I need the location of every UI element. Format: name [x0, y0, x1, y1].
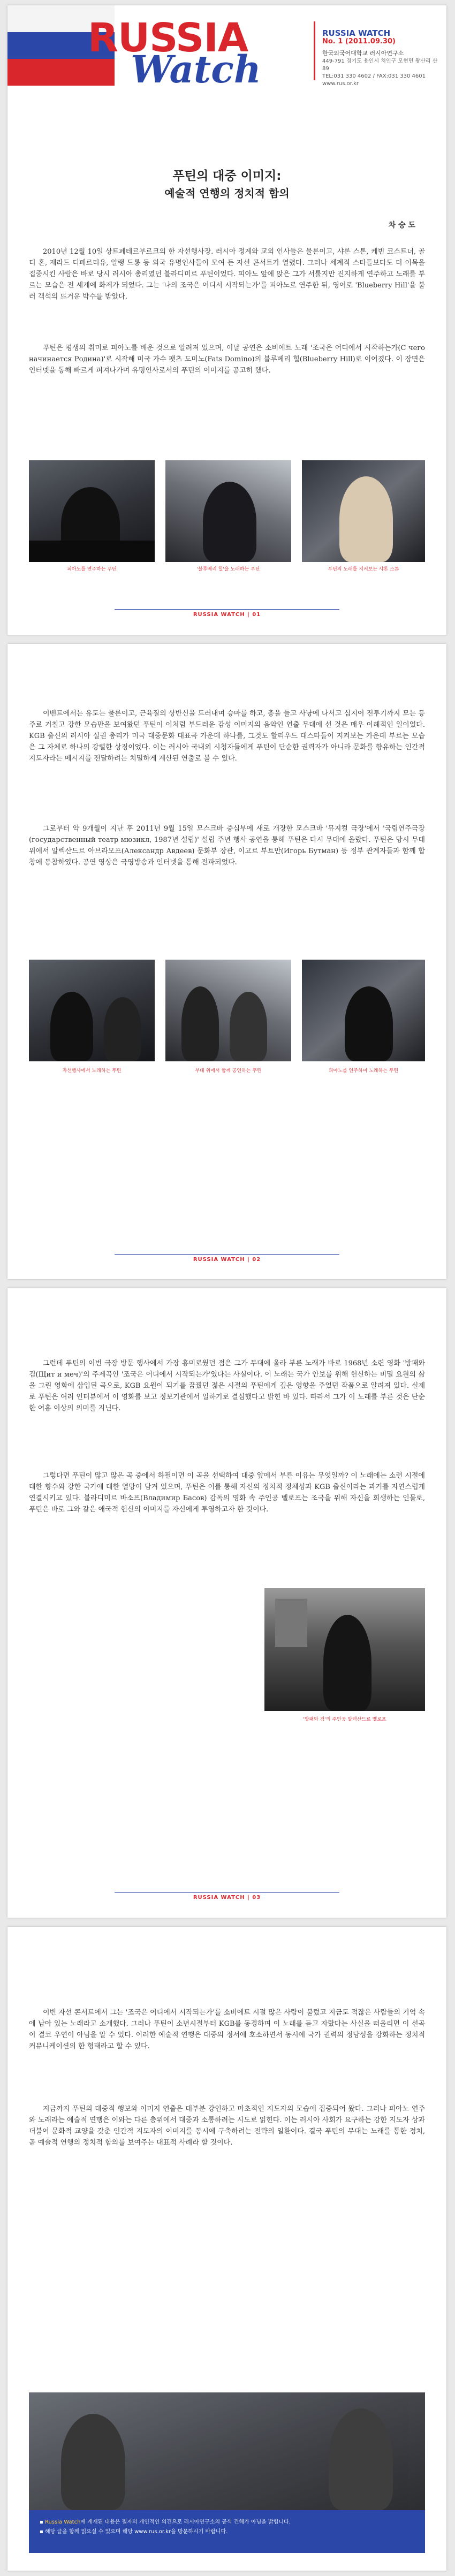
photo-putin-piano-2 — [302, 960, 425, 1061]
page-number: RUSSIA WATCH | 03 — [193, 1895, 261, 1901]
page-4 — [7, 1927, 446, 2571]
photo-caption: '방패와 검'의 주인공 알렉산드르 벨로프 — [303, 1717, 386, 1722]
photo-caption: '블루베리 힐'을 노래하는 푸틴 — [196, 567, 260, 572]
photo-stage-performance — [165, 960, 291, 1061]
disclaimer-box — [29, 2510, 425, 2553]
disclaimer-text: 에 게재된 내용은 필자의 개인적인 의견으로 러시아연구소의 공식 견해가 아님을 밝힙니다. — [80, 2519, 291, 2525]
disclaimer-line: ▪ Russia Watch에 게재된 내용은 필자의 개인적인 의견으로 러시아연구소의 공식 견해가 아님을 밝힙니다. — [40, 2519, 291, 2525]
photo-banner-background — [29, 2392, 425, 2510]
page-rule — [115, 1892, 339, 1893]
disclaimer-highlight: Russia Watch — [44, 2519, 81, 2525]
photo-caption: 무대 위에서 함께 공연하는 푸틴 — [195, 1068, 262, 1074]
photo-caption: 푸틴의 노래를 지켜보는 샤론 스톤 — [328, 567, 399, 572]
page-rule — [115, 1254, 339, 1255]
organization-name: 한국외국어대학교 러시아연구소 — [322, 50, 404, 57]
page-number: RUSSIA WATCH | 02 — [193, 1257, 261, 1263]
logo-watch: Watch — [131, 47, 261, 92]
masthead-divider — [314, 21, 315, 80]
publication-title: RUSSIA WATCH — [322, 28, 391, 38]
paragraph: 그런데 푸틴의 이번 극장 방문 행사에서 가장 흥미로웠던 점은 그가 무대에 올라 부른 노래가 바로 1968년 소련 영화 '방패와 검(Щит и меч)'의 주제곡인 '조국은 어디에서 시작되는가'였다는 사실이다. 이 노래는 국가 안보를 위해 헌신하는 비밀 요원의 삶을 그린 영화에 삽입된 곡으로, KGB 요원이 되기를 꿈꿨던 젊은 시절의 푸틴에게 깊은 영향을 주었던 작품으로 알려져 있다. 실제로 푸틴은 여러 인터뷰에서 이 영화를 보고 정보기관에서 일하기로 결심했다고 밝힌 바 있다. 따라서 그가 이 노래를 부른 것은 단순한 여흥 이상의 의미를 지닌다. — [29, 1359, 425, 1412]
photo-caption: 피아노를 연주하며 노래하는 푸틴 — [328, 1068, 399, 1074]
photo-caption: 피아노를 연주하는 푸틴 — [67, 567, 117, 572]
masthead — [7, 5, 446, 92]
paragraph: 지금까지 푸틴의 대중적 행보와 이미지 연출은 대부분 강인하고 마초적인 지도자의 모습에 집중되어 왔다. 그러나 피아노 연주와 노래라는 예술적 연행은 이와는 다른 층위에서 대중과 소통하려는 시도로 읽힌다. 이는 러시아 사회가 요구하는 강한 지도자 상과 더불어 문화적 교양을 갖춘 인간적 지도자의 이미지를 동시에 구축하려는 전략의 일환이다. 결국 푸틴의 무대는 노래를 통한 정치, 곧 예술적 연행의 정치적 함의를 보여주는 대표적 사례라 할 것이다. — [29, 2105, 425, 2147]
issue-number: No. 1 (2011.09.30) — [322, 37, 396, 45]
article-title: 푸틴의 대중 이미지: — [172, 169, 282, 183]
article-subtitle: 예술적 연행의 정치적 함의 — [164, 187, 290, 200]
page-1 — [7, 5, 446, 635]
photo-caption: 자선행사에서 노래하는 푸틴 — [62, 1068, 122, 1074]
photo-putin-piano — [29, 460, 155, 562]
photo-film-still — [264, 1588, 425, 1711]
photo-charity-event — [29, 960, 155, 1061]
organization-contact: TEL:031 330 4602 / FAX:031 330 4601 — [322, 73, 426, 79]
page-2 — [7, 644, 446, 1279]
disclaimer-line: ▪ 해당 글을 함께 읽으실 수 있으며 해당 www.rus.or.kr을 방문하시기 바랍니다. — [40, 2529, 228, 2535]
photo-sharon-stone — [302, 460, 425, 562]
disclaimer-text: 해당 글을 함께 읽으실 수 있으며 해당 www.rus.or.kr을 방문하시기 바랍니다. — [44, 2529, 228, 2535]
paragraph: 2010년 12월 10일 상트페테르부르크의 한 자선행사장. 러시아 정계와 교외 인사들은 물론이고, 샤론 스톤, 케빈 코스트너, 골디 혼, 제라드 디페르티유, 알랭 드롱 등 외국 유명인사들이 모여 든 자선 콘서트가 열렸다. 그러나 세계적 스타들보다도 더 이목을 집중시킨 사람은 바로 당시 러시아 총리였던 블라디미르 푸틴이었다. 피아노 앞에 앉은 그가 서툴지만 진지하게 연주하고 노래를 부르는 모습은 전 세계에 화제가 되었다. 그는 '나의 조국은 어디서 시작되는가'를 피아노로 연주한 뒤, 영어로 'Blueberry Hill'을 불러 객석의 뜨거운 박수를 받았다. — [29, 248, 425, 301]
paragraph: 그로부터 약 9개월이 지난 후 2011년 9월 15일 모스크바 중심부에 새로 개장한 모스크바 '뮤지컬 극장'에서 '국립연주극장(государственный театр мюзикл, 1987년 설립)' 설립 주년 행사 공연을 통해 푸틴은 다시 무대에 올랐다. 푸틴은 당시 무대 위에서 알렉산드르 아브라모프(Александр Авдеев) 문화부 장관, 이고르 부트만(Игорь Бутман) 등 정부 관계자들과 함께 합창에 동참하였다. 공연 영상은 국영방송과 인터넷을 통해 전파되었다. — [29, 825, 425, 867]
paragraph: 그렇다면 푸틴이 많고 많은 곡 중에서 하필이면 이 곡을 선택하여 대중 앞에서 부른 이유는 무엇일까? 이 노래에는 소련 시절에 대한 향수와 강한 국가에 대한 열망이 담겨 있으며, 푸틴은 이를 통해 자신의 정치적 정체성과 KGB 출신이라는 과거를 자연스럽게 연결시키고 있다. 블라디미르 바소프(Владимир Басов) 감독의 영화 속 주인공 벨로프는 조국을 위해 자신을 희생하는 인물로, 푸틴은 바로 그와 같은 애국적 헌신의 이미지를 자신에게 투영하고자 한 것이다. — [29, 1472, 425, 1514]
logo-russia: RUSSIA — [88, 15, 248, 61]
paragraph: 푸틴은 평생의 취미로 피아노를 배운 것으로 알려져 있으며, 이날 공연은 소비에트 노래 '조국은 어디에서 시작하는가(С чего начинается Родина)'로 시작해 미국 가수 팻츠 도미노(Fats Domino)의 블루베리 힐(Blueberry Hill)로 이어졌다. 이 장면은 인터넷을 통해 빠르게 퍼져나가며 유명인사로서의 푸틴의 이미지를 공고히 했다. — [29, 344, 425, 375]
page-3 — [7, 1288, 446, 1918]
page-number: RUSSIA WATCH | 01 — [193, 612, 261, 618]
organization-website[interactable]: www.rus.or.kr — [322, 81, 359, 87]
paragraph: 이번 자선 콘서트에서 그는 '조국은 어디에서 시작되는가'를 소비에트 시절 많은 사람이 불렀고 지금도 적잖은 사람들의 기억 속에 남아 있는 노래라고 소개했다. 그러나 푸틴이 소년시절부터 KGB를 동경하며 이 노래를 듣고 자랐다는 사실을 떠올리면 이 선곡이 결코 우연이 아님을 알 수 있다. 이러한 예술적 연행은 대중의 정서에 호소하면서 동시에 국가 권력의 정당성을 강화하는 정치적 커뮤니케이션의 한 형태라고 할 수 있다. — [29, 2009, 425, 2050]
page-rule — [115, 609, 339, 610]
paragraph: 이벤트에서는 유도는 물론이고, 근육질의 상반신을 드러내며 승마를 하고, 총을 들고 사냥에 나서고 심지어 전투기까지 모는 등 주로 거칠고 강한 모습만을 보여왔던 푸틴이 이처럼 부드러운 감성 이미지의 음악인 연출 무대에 선 것은 매우 이례적인 일이었다. KGB 출신의 러시아 실권 총리가 미국 대중문화 대표곡 가운데 하나를, 그것도 할리우드 대스타들이 지켜보는 가운데 부르는 모습은 그 자체로 하나의 강렬한 상징이었다. 이는 러시아 국내외 시청자들에게 푸틴이 단순한 권력자가 아니라 문화를 향유하는 인간적 지도자라는 메시지를 전달하려는 치밀하게 계산된 연출로 볼 수 있다. — [29, 710, 425, 763]
article-author: 차 승 도 — [388, 221, 415, 230]
organization-address: 449-791 경기도 용인시 처인구 모현면 왕산리 산89 — [322, 58, 438, 72]
photo-putin-singing — [165, 460, 291, 562]
publication-info — [322, 29, 440, 88]
